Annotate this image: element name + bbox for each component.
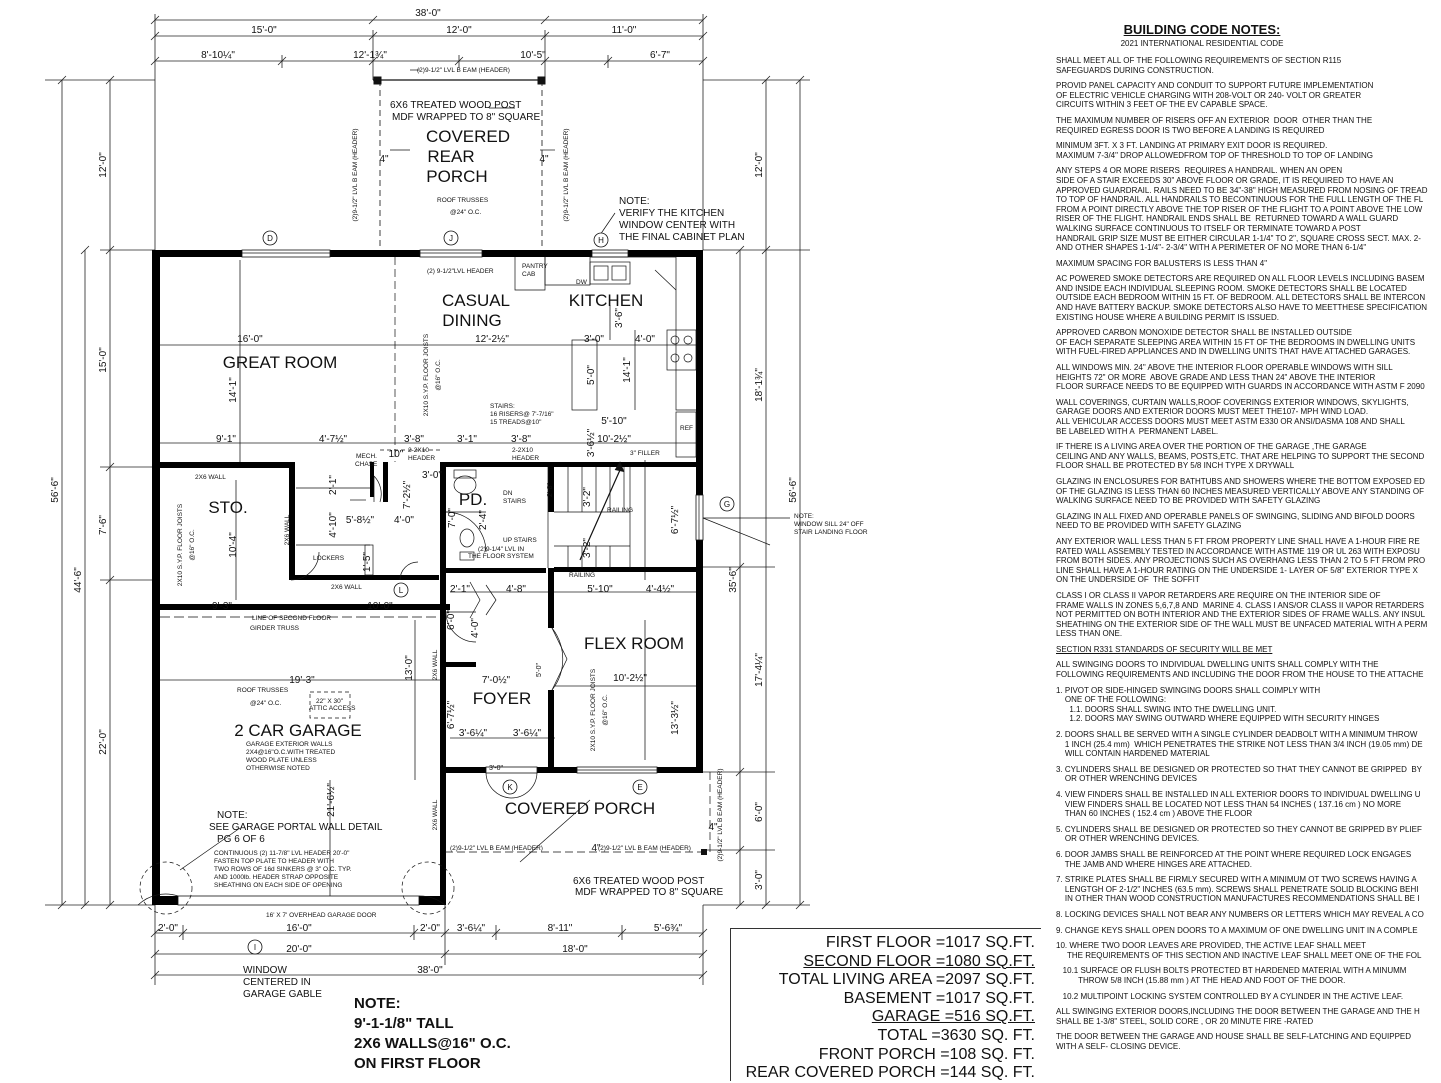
dim-bottom-2: 16'-0" [286, 923, 312, 934]
summary-total-living: TOTAL LIVING AREA =2097 SQ.FT. [778, 971, 1035, 989]
dim-k1: 3'-6" [614, 308, 625, 328]
dim-bottom2-2: 18'-0" [562, 944, 588, 955]
dim-pd1: 7'-0" [447, 508, 458, 528]
code-note: 5. CYLINDERS SHALL BE DESIGNED OR PROTECTED SO THEY CANNOT BE GRIPPED BY PLIEF OR OTHER WRENCHING DEVICES. [1056, 824, 1422, 844]
dim-r4: 3'-1" [457, 434, 477, 445]
label-post-top-1: 6X6 TREATED WOOD POST [390, 100, 522, 111]
dim-top-3: 11'-0" [611, 25, 637, 36]
window-centered-line-1: WINDOW [243, 965, 287, 976]
code-note: 1. PIVOT OR SIDE-HINGED SWINGING DOORS SHALL COIMPLY WITH ONE OF THE FOLLOWING: 1.1. DOORS SHALL SWING INTO THE DWELLING UNIT. 1.2. DOORS MAY SWING OUTWARD WHERE EQUIPPED WITH SECURITY HINGES [1056, 685, 1380, 724]
label-roof-trusses-2: @24" O.C. [450, 209, 482, 216]
dim-f6: 4'-0" [470, 618, 481, 638]
dim-porch-f: 5'-0" [536, 663, 543, 677]
dim-top2-3: 10'-5" [520, 50, 546, 61]
label-stairs-1: STAIRS: [490, 403, 515, 410]
kitchen-note-2: VERIFY THE KITCHEN [619, 208, 725, 219]
dim-pd5: 6'-7½" [670, 505, 681, 535]
label-beam-porch-side: (2)9-1/2" LVL B EAM (HEADER) [717, 768, 724, 862]
grid-tag-e: E [637, 783, 643, 792]
label-filler: 3" FILLER [630, 450, 660, 457]
code-note: MAXIMUM SPACING FOR BALUSTERS IS LESS THAN 4" [1056, 258, 1268, 268]
room-flex: FLEX ROOM [583, 634, 685, 653]
dim-pd3: 3'-2" [582, 487, 593, 507]
dim-r2: 4'-7½" [318, 434, 348, 445]
code-note: ALL SWINGING DOORS TO INDIVIDUAL DWELLING UNITS SHALL COMPLY WITH THE FOLLOWING REQUIREMENTS AND INCLUDING THE DOOR FROM THE HOUSE TO THE ATTACHE [1056, 660, 1424, 680]
label-joists-3a: 2X10 S.Y.P. FLOOR JOISTS [590, 668, 597, 752]
dim-foyer-w: 7'-0½" [481, 675, 511, 686]
label-roof-trusses-1: ROOF TRUSSES [437, 197, 489, 204]
dim-s2: 7'-2½" [402, 480, 413, 510]
label-header-cont-3: TWO ROWS OF 16d SINKERS @ 3" O.C. TYP. [214, 866, 352, 873]
grid-tag-i: I [253, 943, 257, 952]
code-note: SECTION R331 STANDARDS OF SECURITY WILL BE MET [1056, 644, 1273, 654]
label-mech-1: MECH. [356, 453, 377, 460]
dim-porch-e: 2'-8" [547, 483, 554, 497]
code-note: 10. WHERE TWO DOOR LEAVES ARE PROVIDED, THE ACTIVE LEAF SHALL MEET THE REQUIREMENTS OF THIS SECTION AND INACTIVE LEAF SHALL MEET ONE OF THE FOL [1056, 941, 1422, 960]
dim-pd6: 3'-0" [422, 470, 442, 481]
dim-r6: 10" [388, 449, 404, 460]
label-dn-stairs-1: DN [503, 490, 513, 497]
dim-right-mid: 35'-6" [728, 567, 739, 593]
summary-first-floor: FIRST FLOOR =1017 SQ.FT. [825, 934, 1035, 951]
code-note: THE DOOR BETWEEN THE GARAGE AND HOUSE SHALL BE SELF-LATCHING AND EQUIPPED WITH A SELF- CLOSING DEVICE. [1056, 1032, 1412, 1051]
code-note: ALL SWINGING EXTERIOR DOORS,INCLUDING THE DOOR BETWEEN THE GARAGE AND THE H SHALL BE 1-3/8" STEEL, SOLID CORE , OR 20 MINUTE FIRE -RATED [1056, 1007, 1420, 1026]
dim-g2: 13'-0" [404, 655, 415, 681]
label-garage-walls-2: 2X4@16"O.C.WITH TREATED [246, 749, 336, 756]
room-covered-porch: COVERED PORCH [504, 799, 656, 818]
building-code-notes [1052, 22, 1441, 1080]
dim-flex-w: 10'-2½" [613, 673, 647, 684]
code-note: 10.1 SURFACE OR FLUSH BOLTS PROTECTED BT HARDENED MATERIAL WITH A MINUMM THROW 5/8 INCH (15.88 mm ) AT THE HEAD AND FOOT OF THE DOOR. [1062, 966, 1407, 985]
grid-tag-j: J [449, 234, 453, 243]
window-note-3: STAIR LANDING FLOOR [794, 529, 868, 536]
dim-s6: 1'-5" [362, 552, 373, 572]
label-lvl-floor-2: THE FLOOR SYSTEM [468, 553, 534, 560]
window-note-1: NOTE: [794, 513, 814, 520]
dim-bottom-4: 3'-6¼" [456, 923, 486, 934]
kitchen-note-4: THE FINAL CABINET PLAN [619, 232, 745, 243]
dim-k3: 4'-0" [635, 334, 655, 345]
room-sto: STO. [208, 498, 248, 517]
note-line-3: ON FIRST FLOOR [354, 1055, 481, 1072]
label-joists-2a: 2X10 S.Y.P. FLOOR JOISTS [177, 503, 184, 587]
dim-bottom2-1: 20'-0" [286, 944, 312, 955]
code-note: IF THERE IS A LIVING AREA OVER THE PORTION OF THE GARAGE ,THE GARAGE CEILING AND ANY WALLS, BEAMS, POSTS,ETC. THAT ARE HELPING TO SUPPORT THE SECOND FLOOR SHALL BE PROTECTED BY 5/8 INCH TYPE X DRYWALL [1056, 442, 1425, 471]
dim-foyer-a: 3'-6¼" [458, 728, 488, 739]
label-beam-top: (2)9-1/2" LVL B EAM (HEADER) [417, 67, 510, 74]
dim-foyer-c: 3'-0" [489, 765, 503, 772]
label-post-bottom-2: MDF WRAPPED TO 8" SQUARE [575, 887, 724, 898]
dim-porch-d-2: 4" [539, 154, 549, 165]
grid-tag-h: H [598, 236, 604, 245]
dim-k5: 5'-0" [586, 365, 597, 385]
code-note: APPROVED CARBON MONOXIDE DETECTOR SHALL BE INSTALLED OUTSIDE OF EACH SEPARATE SLEEPING AREA WITHIN 15 FT OF THE BEDROOMS IN DWELLING UNITS WITH FUEL-FIRED APPLIANCES AND IN DWELLING UNITS THAT HAVE ATTACHED GARAGES. [1056, 328, 1416, 357]
code-note: THE MAXIMUM NUMBER OF RISERS OFF AN EXTERIOR DOOR OTHER THAN THE REQUIRED EGRESS DOOR IS TWO BEFORE A LANDING IS REQUIRED [1056, 115, 1373, 135]
label-pantry-2: CAB [522, 271, 536, 278]
label-joists-1a: 2X10 S.Y.P. FLOOR JOISTS [423, 333, 430, 417]
label-garage-walls-4: OTHERWISE NOTED [246, 765, 310, 772]
room-covered-rear-porch-3: PORCH [426, 167, 488, 186]
kitchen-note-3: WINDOW CENTER WITH [619, 220, 736, 231]
room-casual-dining-2: DINING [442, 311, 502, 330]
label-header-cont-2: FASTEN TOP PLATE TO HEADER WITH [214, 858, 334, 865]
label-beam-side-right: (2)9-1/2" LVL B EAM (HEADER) [563, 128, 570, 222]
dim-s4: 5'-8½" [345, 515, 375, 526]
dim-r1: 9'-1" [216, 434, 236, 445]
label-beam-side-left: (2)9-1/2" LVL B EAM (HEADER) [352, 128, 359, 222]
dim-porch-d-3: 4" [708, 822, 718, 833]
label-beam-left: (2)9-1/2" LVL B EAM (HEADER) [450, 845, 543, 852]
room-covered-rear-porch-2: REAR [427, 147, 475, 166]
dim-left-4: 22'-0" [98, 729, 109, 755]
label-dn-stairs-2: STAIRS [503, 498, 526, 505]
dim-porch-d-4: 4" [591, 843, 601, 854]
dim-top-1: 15'-0" [251, 25, 277, 36]
summary-total: TOTAL =3630 SQ. FT. [877, 1026, 1035, 1044]
label-attic-2: ATTIC ACCESS [309, 705, 356, 712]
code-note: ALL WINDOWS MIN. 24" ABOVE THE INTERIOR FLOOR OPERABLE WINDOWS WITH SILL HEIGHTS 72" OR MORE ABOVE GRADE AND LESS THAN 24" ABOVE THE INTERIOR FLOOR SURFACE NEEDS TO BE EQUIPPED WITH GUARDS IN ACCORDANCE WITH ASTM F 2090 [1056, 363, 1425, 392]
note-title: NOTE: [354, 995, 401, 1012]
dim-right-4: 6'-0" [754, 802, 765, 822]
dim-top2-2: 12'-1¾" [353, 50, 387, 61]
code-note: 3. CYLINDERS SHALL BE DESIGNED OR PROTECTED SO THAT THEY CANNOT BE GRIPPED BY OR OTHER WRENCHING DEVICES [1056, 764, 1423, 784]
dim-f1: 2'-1" [450, 584, 470, 595]
dim-pd4: 3'-2" [582, 538, 593, 558]
label-stairs-2: 16 RISERS@ 7'-7/16" [490, 411, 554, 418]
dim-bottom-3: 2'-0" [420, 923, 440, 934]
label-header-a-1: 2-2X10 [408, 447, 429, 454]
code-note: 6. DOOR JAMBS SHALL BE REINFORCED AT THE POINT WHERE REQUIRED LOCK ENGAGES THE JAMB AND WHERE HINGES ARE ATTACHED. [1056, 849, 1412, 869]
dim-top2-4: 6'-7" [650, 50, 670, 61]
dim-right-3: 17'-4¼" [754, 653, 765, 687]
summary-rear-porch: REAR COVERED PORCH =144 SQ. FT. [745, 1064, 1035, 1082]
label-second-floor: LINE OF SECOND FLOOR [252, 615, 332, 622]
dim-great-room-d: 14'-1" [228, 377, 239, 403]
code-note: PROVID PANEL CAPACITY AND CONDUIT TO SUPPORT FUTURE IMPLEMENTATION OF ELECTRIC VEHICLE CHARGING WITH 208-VOLT OR 240- VOLT OR GREATER CIRCUITS WITHIN 3 FEET OF THE EV CAPABLE SPACE. [1056, 81, 1374, 110]
label-2x6-wall-vert-2: 2X6 WALL [432, 649, 439, 681]
dim-s3: 4'-10" [328, 512, 339, 538]
label-lvl-floor-1: (2)9-1/4" LVL IN [478, 546, 525, 553]
label-pantry-1: PANTRY [522, 263, 548, 270]
label-up-stairs: UP STAIRS [503, 537, 537, 544]
label-joists-2b: @16" O.C. [189, 529, 196, 561]
room-garage: 2 CAR GARAGE [234, 721, 362, 740]
garage-note-2: SEE GARAGE PORTAL WALL DETAIL [209, 822, 383, 833]
grid-tag-k: K [507, 783, 513, 792]
label-post-bottom-1: 6X6 TREATED WOOD POST [573, 876, 705, 887]
label-girder-truss: GIRDER TRUSS [250, 625, 299, 632]
room-casual-dining-1: CASUAL [441, 291, 511, 310]
dim-bottom-5: 8'-11" [547, 923, 573, 934]
code-note: GLAZING IN ENCLOSURES FOR BATHTUBS AND SHOWERS WHERE THE BOTTOM EXPOSED ED OF THE GLAZING IS LESS THAN 60 INCHES MEASURED VERTICALLY ABOVE ANY STANDING OF WALKING SURFACE NEED TO BE PROVIDED WITH SAFETY GLAZING [1056, 476, 1425, 506]
code-note: 4. VIEW FINDERS SHALL BE INSTALLED IN ALL EXTERIOR DOORS TO INDIVIDUAL DWELLING U VIEW FINDERS SHALL BE LOCATED NOT LESS THAN 54 INCHES ( 137.16 cm ) NO MORE THAN 60 INCHES ( 152.4 cm ) ABOVE THE FLOOR [1056, 790, 1421, 819]
dim-right-2: 18'-1¾" [754, 368, 765, 402]
label-post-top-2: MDF WRAPPED TO 8" SQUARE [392, 112, 541, 123]
label-garage-door: 16' X 7' OVERHEAD GARAGE DOOR [266, 912, 377, 919]
notes-subtitle: 2021 INTERNATIONAL RESIDENTIAL CODE [1120, 39, 1284, 48]
dim-k7: 10'-2½" [597, 434, 631, 445]
code-note: 2. DOORS SHALL BE SERVED WITH A SINGLE CYLINDER DEADBOLT WITH A MINIMUM THROW 1 INCH (25.4 mm) WHICH PENETRATES THE STRIKE NOT LESS THAN 3/4 INCH (19.05 mm) DE WILL CONTAIN HARDENED MATERIAL [1056, 730, 1423, 759]
note-line-1: 9'-1-1/8" TALL [354, 1015, 454, 1032]
dim-g1: 19'-3" [289, 675, 315, 686]
label-2x6-wall-bottom: 2X6 WALL [331, 584, 362, 591]
label-header-rear: (2) 9-1/2"LVL HEADER [427, 268, 494, 275]
dim-bottom-6: 5'-6¾" [653, 923, 683, 934]
garage-note-1: NOTE: [217, 810, 248, 821]
dim-left-2: 15'-0" [98, 347, 109, 373]
dim-top-2: 12'-0" [446, 25, 472, 36]
room-great-room: GREAT ROOM [222, 353, 338, 372]
dim-f2: 4'-8" [506, 584, 526, 595]
dim-great-room-w: 16'-0" [237, 334, 263, 345]
room-foyer: FOYER [472, 689, 532, 708]
code-note: AC POWERED SMOKE DETECTORS ARE REQUIRED ON ALL FLOOR LEVELS INCLUDING BASEM AND INSIDE EACH INDIVIDUAL SLEEPING ROOM. SMOKE DETECTORS SHALL BE LOCATED OUTSIDE EACH BEDROOM WITHIN 15 FT. OF BEDROOM. ALL DETECTORS SHALL BE INTERCON AND HAVE BATTERY BACKUP. SMOKE DETECTORS ALSO HAVE TO MEETTHESE SPECIFICATION EXISTING HOUSE WHERE A BUILDING PERMIT IS ISSUED. [1056, 274, 1428, 322]
code-note: WALL COVERINGS, CURTAIN WALLS,ROOF COVERINGS EXTERIOR WINDOWS, SKYLIGHTS, GARAGE DOORS AND EXTERIOR DOORS MUST MEET THE107- MPH WIND LOAD. ALL VEHICULAR ACCESS DOORS MUST MEET ASTM E330 OR ANSI/DASMA 108 AND SHALL BE LABELED WITH A PERMANENT LABEL. [1056, 397, 1409, 436]
label-attic-1: 22" X 30" [316, 698, 344, 705]
dim-foyer-b: 3'-6¼" [512, 728, 542, 739]
dim-overall-bottom: 38'-0" [417, 965, 443, 976]
dim-f4: 4'-4½" [645, 584, 675, 595]
dim-pd2: 2'-4" [478, 510, 489, 530]
label-2x6-wall-top: 2X6 WALL [195, 474, 226, 481]
dim-dining-w: 12'-2½" [475, 334, 509, 345]
summary-garage: GARAGE =516 SQ.FT. [871, 1008, 1035, 1026]
code-note: ANY STEPS 4 OR MORE RISERS REQUIRES A HANDRAIL. WHEN AN OPEN SIDE OF A STAIR EXCEEDS 30" ABOVE FLOOR OR GRADE, IT IS REQUIRED TO HAVE AN APPROVED GUARDRAIL. RAILS NEED TO BE 34"-38" HIGH MEASURED FROM NOSING OF TREAD TO TOP OF HANDRAIL. ALL HANDRAILS TO BECONTINUOUS FOR THE FULL LENGTH OF THE FL FROM A POINT DIRECTLY ABOVE THE TOP RISER OF THE FLIGHT TO A POINT ABOVE THE LOW RISER OF THE FLIGHT. HANDRAIL ENDS SHALL BE RETURNED TOWARD A WALL GUARD WALKING SURFACE CONTINUOUS TO ITSELF OR TERMINATE TOWARD A POST HANDRAIL GRIP SIZE MUST BE EITHER CIRCULAR 1-1/4" TO 2", SQUARE CROSS SECT. MAX. 2- AND OTHER SHAPES 1-1/4"- 2-3/4" WITH A PERIMETER OF NO MORE THAN 6-1/4" [1056, 166, 1428, 253]
label-garage-trusses-2: @24" O.C. [250, 700, 282, 707]
label-lockers: LOCKERS [313, 555, 345, 562]
label-header-cont-5: SHEATHING ON EACH SIDE OF OPENING [214, 882, 343, 889]
label-mech-2: CHASE [355, 461, 378, 468]
notes-title: BUILDING CODE NOTES: [1123, 22, 1281, 37]
dim-sto-h: 10'-4" [228, 532, 239, 558]
window-centered-note [243, 965, 322, 1001]
dim-r5: 3'-8" [511, 434, 531, 445]
label-header-cont-4: AND 1000lb. HEADER STRAP OPPOSITE [214, 874, 339, 881]
label-joists-3b: @16" O.C. [602, 694, 609, 726]
dim-left-outer: 56'-6" [50, 477, 61, 503]
dim-s5: 4'-0" [394, 515, 414, 526]
first-floor-note [354, 994, 511, 1074]
dim-g3: 21'-6½" [326, 783, 337, 817]
label-joists-1b: @16" O.C. [435, 359, 442, 391]
code-note: ANY EXTERIOR WALL LESS THAN 5 FT FROM PROPERTY LINE SHALL HAVE A 1-HOUR FIRE RE RATED WALL ASSEMBLY TESTED IN ACCORDANCE WITH ASTME 119 OR UL 263 WITH EXPOSU FROM BOTH SIDES. ANY PROJECTIONS SUCH AS OVERHANG LESS THAN 2 TO 5 FT FROM PRO LINE SHALL HAVE A 1-HOUR RATING ON THE UNDERSIDE 1- LAYER OF 5/8" EXTERIOR TYPE X ON THE UNDERSIDE OF THE SOFFIT [1056, 536, 1426, 585]
code-note: SHALL MEET ALL OF THE FOLLOWING REQUIREMENTS OF SECTION R115 SAFEGUARDS DURING CONSTRUCTION. [1056, 56, 1342, 75]
grid-tag-d: D [267, 234, 273, 243]
dim-left-1: 12'-0" [98, 152, 109, 178]
dim-left-mid: 44'-6" [73, 567, 84, 593]
code-note: 7. STRIKE PLATES SHALL BE FIRMLY SECURED WITH A MINIMUM OT TWO SCREWS HAVING A LENGTGH OF 2-1/2" INCHES (63.5 mm). SCREWS SHALL PENETRATE SOLID BLOCKING BEHI IN OTHER THAN WOOD CONSTRUCTION MANUFACTURES RECOMMENDATIONS SHALL BE I [1056, 875, 1420, 904]
label-2x6-wall-vert-3: 2X6 WALL [432, 799, 439, 831]
code-note: CLASS I OR CLASS II VAPOR RETARDERS ARE REQUIRE ON THE INTERIOR SIDE OF FRAME WALLS IN ZONES 5,6,7,8 AND MARINE 4. CLASS I ANS/OR CLASS II VAPOR RETARDERS NOT PERMITTED ON BOTH INTERIOR AND THE EXTERIOR SIDES OF FRAME WALLS. ANY INSUL SHEATHING ON THE EXTERIOR SIDE OF THE WALL MUST BE UNFACED MATERIAL WITH A PERM LESS THAN ONE. [1056, 590, 1428, 639]
dim-right-5: 3'-0" [754, 870, 765, 890]
code-note: MINIMUM 3FT. X 3 FT. LANDING AT PRIMARY EXIT DOOR IS REQUIRED. MAXIMUM 7-3/4" DROP ALLOWEDFROM TOP OF THRESHOLD TO TOP OF LANDING [1056, 141, 1373, 160]
dim-k8: 3'-6½" [586, 428, 597, 458]
label-garage-walls-3: WOOD PLATE UNLESS [246, 757, 317, 764]
dim-k4: 14'-1" [622, 357, 633, 383]
summary-front-porch: FRONT PORCH =108 SQ. FT. [818, 1045, 1035, 1063]
label-2x6-wall-vert: 2X6 WALL [284, 514, 291, 546]
label-header-b-1: 2-2X10 [512, 447, 533, 454]
dim-a2: 10'-0" [367, 601, 393, 612]
dim-k6: 5'-10" [601, 416, 627, 427]
grid-tag-l: L [398, 586, 404, 595]
summary-basement: BASEMENT =1017 SQ.FT. [843, 989, 1035, 1007]
notes-list [1052, 56, 1441, 1051]
dim-f3: 5'-10" [587, 584, 613, 595]
dim-left-3: 7'-6" [98, 515, 109, 535]
label-header-a-2: HEADER [408, 455, 436, 462]
dim-f5: 6'-0" [446, 610, 457, 630]
dim-overall-top: 38'-0" [415, 8, 441, 19]
dim-right-1: 12'-0" [754, 152, 765, 178]
dim-a1: 9'-3" [212, 601, 232, 612]
window-note-2: WINDOW SILL 24" OFF [794, 521, 864, 528]
room-pd: PD. [458, 490, 488, 509]
label-header-b-2: HEADER [512, 455, 540, 462]
dim-top2-1: 8'-10¼" [201, 50, 235, 61]
dim-s1: 2'-1" [328, 475, 339, 495]
dim-right-outer: 56'-6" [788, 477, 799, 503]
summary-second-floor: SECOND FLOOR =1080 SQ.FT. [803, 952, 1035, 970]
code-note: 9. CHANGE KEYS SHALL OPEN DOORS TO A MAXIMUM OF ONE DWELLING UNIT IN A COMPLE [1056, 925, 1418, 935]
dim-r3: 3'-8" [404, 434, 424, 445]
label-railing-2: RAILING [569, 572, 596, 579]
label-garage-trusses-1: ROOF TRUSSES [237, 687, 289, 694]
label-header-cont-1: CONTINUOUS (2) 11-7/8" LVL HEADER 20'-0" [214, 850, 350, 857]
code-note: 8. LOCKING DEVICES SHALL NOT BEAR ANY NUMBERS OR LETTERS WHICH MAY REVEAL A CO [1056, 909, 1424, 919]
room-kitchen: KITCHEN [568, 291, 644, 310]
label-railing-1: RAILING [607, 507, 634, 514]
garage-note-3: PG 6 OF 6 [217, 834, 265, 845]
label-ref: REF [680, 425, 693, 432]
room-covered-rear-porch-1: COVERED [425, 127, 511, 146]
note-line-2: 2X6 WALLS@16" O.C. [354, 1035, 511, 1052]
dim-porch-d-1: 4" [379, 154, 389, 165]
area-summary [730, 928, 1041, 1081]
label-garage-walls-1: GARAGE EXTERIOR WALLS [246, 741, 333, 748]
window-centered-line-3: GARAGE GABLE [243, 989, 322, 1000]
dim-flex-d: 13'-3½" [670, 701, 681, 735]
code-note: GLAZING IN ALL FIXED AND OPERABLE PANELS OF SWINGING, SLIDING AND BIFOLD DOORS NEED TO BE PROVIDED WITH SAFETY GLAZING [1056, 511, 1415, 531]
code-note: 10.2 MULTIPOINT LOCKING SYSTEM CONTROLLED BY A CYLINDER IN THE ACTIVE LEAF. [1056, 991, 1404, 1001]
grid-tag-g: G [723, 500, 731, 509]
window-centered-line-2: CENTERED IN [243, 977, 311, 988]
dim-foyer-d: 6'-7½" [446, 700, 457, 730]
kitchen-note-1: NOTE: [619, 196, 650, 207]
label-dw: DW [576, 279, 587, 286]
dim-k2: 3'-0" [584, 334, 604, 345]
dim-bottom-1: 2'-0" [158, 923, 178, 934]
label-stairs-3: 15 TREADS@10" [490, 419, 542, 426]
label-beam-porch: (2)9-1/2" LVL B EAM (HEADER) [598, 845, 691, 852]
